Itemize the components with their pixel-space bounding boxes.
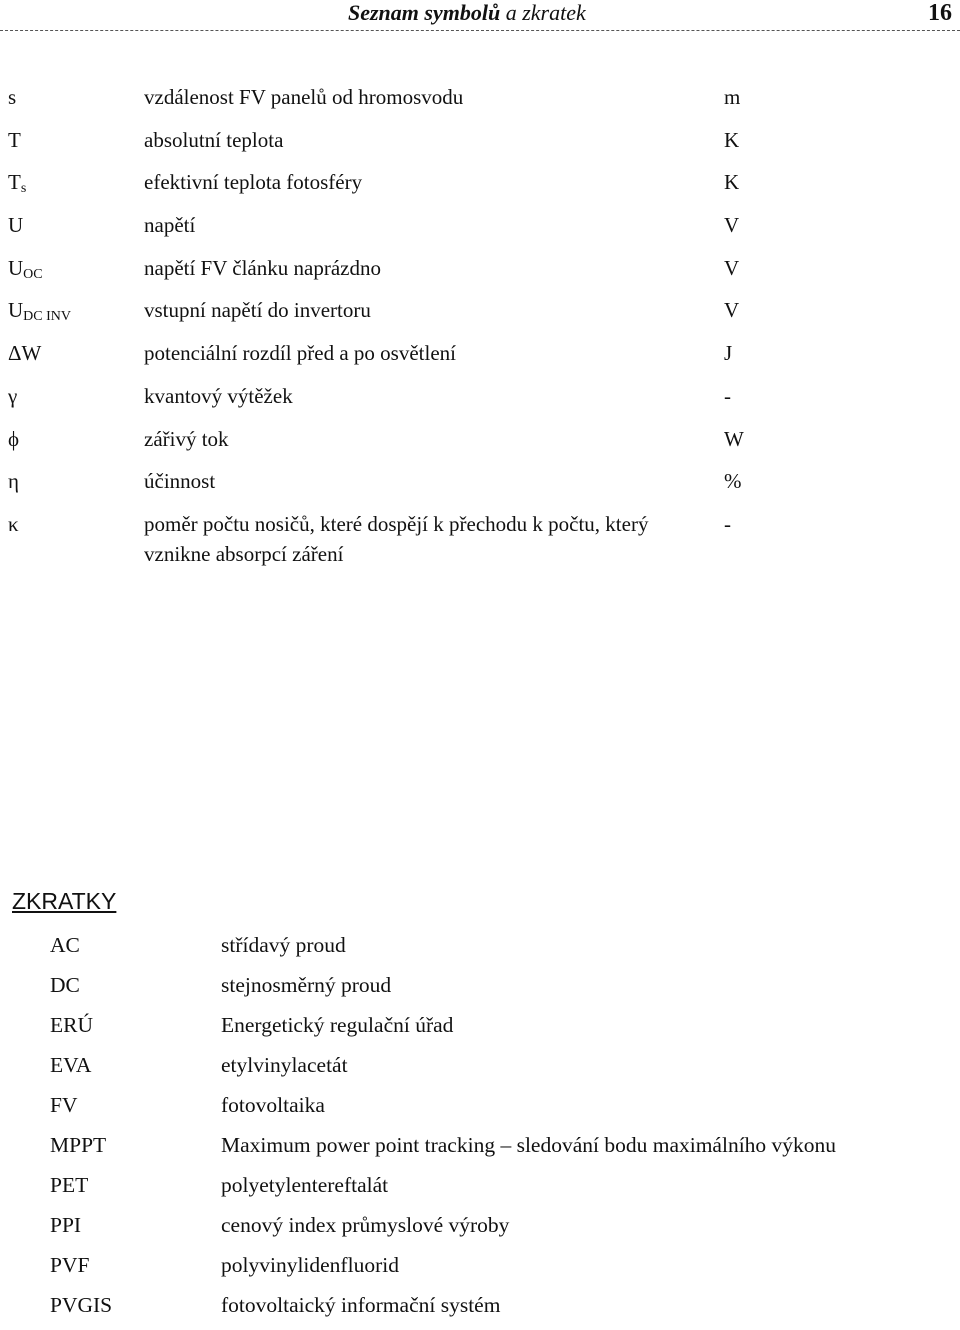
abbreviation: PPI (50, 1213, 82, 1237)
abbreviation-meaning: fotovoltaika (221, 1093, 325, 1117)
symbol-description: účinnost (144, 469, 216, 494)
symbol: η (8, 469, 19, 494)
symbol-description: zářivý tok (144, 426, 229, 451)
abbreviation-meaning: cenový index průmyslové výroby (221, 1213, 510, 1237)
symbol-unit: J (724, 341, 733, 366)
symbol-description: vzdálenost FV panelů od hromosvodu (144, 85, 464, 109)
symbol-unit: V (724, 298, 740, 323)
symbol-row (0, 466, 960, 509)
abbreviation-list (0, 930, 960, 1330)
header-title-bold: Seznam symbolů (348, 0, 501, 25)
symbol-description: efektivní teplota fotosféry (144, 170, 363, 195)
abbreviation: ERÚ (50, 1013, 93, 1037)
symbol-row (0, 253, 960, 296)
abbreviation-meaning: Maximum power point tracking – sledování bodu maximálního výkonu (221, 1133, 837, 1157)
symbol-description: kvantový výtěžek (144, 383, 293, 408)
abbreviation: PET (50, 1173, 89, 1197)
abbreviations-heading: ZKRATKY (12, 888, 117, 914)
abbreviation: AC (50, 933, 80, 957)
symbol: γ (8, 383, 18, 408)
abbreviation-row (0, 970, 960, 1010)
abbreviation: EVA (50, 1053, 92, 1077)
symbol-row (0, 82, 960, 125)
abbreviation-meaning: Energetický regulační úřad (221, 1013, 454, 1037)
symbol: U (8, 213, 24, 238)
symbol-list (0, 82, 960, 579)
abbreviation: DC (50, 973, 80, 997)
symbol-unit: - (724, 511, 731, 536)
symbol: T (8, 127, 21, 152)
abbreviation-meaning: polyetylentereftalát (221, 1173, 389, 1197)
symbol-unit: - (724, 383, 731, 408)
symbol-row (0, 509, 960, 579)
symbol-unit: V (724, 255, 740, 280)
symbol: ϕ (8, 426, 20, 451)
symbol-row (0, 338, 960, 381)
symbol-row (0, 295, 960, 338)
abbreviation: PVGIS (50, 1293, 113, 1317)
header-divider (0, 30, 960, 31)
symbol-row (0, 424, 960, 467)
symbol-unit: K (724, 170, 740, 195)
page-number: 16 (928, 0, 952, 26)
abbreviation-meaning: střídavý proud (221, 933, 346, 957)
symbol-row (0, 167, 960, 210)
abbreviation: FV (50, 1093, 78, 1117)
symbol-description: napětí (144, 213, 196, 238)
symbol: s (8, 85, 17, 109)
abbreviation-row (0, 1170, 960, 1210)
symbol-description: poměr počtu nosičů, které dospějí k přechodu k počtu, který vznikne absorpcí záření (144, 511, 649, 566)
abbreviation-row (0, 930, 960, 970)
abbreviation-row (0, 1050, 960, 1090)
symbol: κ (8, 511, 19, 536)
symbol: $U_{OC}$ (8, 255, 43, 282)
page-header (0, 0, 960, 34)
abbreviation-row (0, 1250, 960, 1290)
abbreviation: PVF (50, 1253, 90, 1277)
symbol-unit: m (724, 85, 741, 109)
symbol-unit: V (724, 213, 740, 238)
symbol-description: absolutní teplota (144, 127, 284, 152)
symbol-description: napětí FV článku naprázdno (144, 255, 381, 280)
abbreviation-row (0, 1010, 960, 1050)
header-title-rest: a zkratek (500, 0, 586, 25)
symbol: ΔW (8, 341, 42, 366)
abbreviation: MPPT (50, 1133, 107, 1157)
symbol-row (0, 210, 960, 253)
abbreviation-row (0, 1210, 960, 1250)
symbol-description: vstupní napětí do invertoru (144, 298, 371, 323)
symbol-unit: W (724, 426, 744, 451)
symbol-row (0, 381, 960, 424)
symbol-description: potenciální rozdíl před a po osvětlení (144, 341, 456, 366)
abbreviation-meaning: fotovoltaický informační systém (221, 1293, 501, 1317)
running-header-title (348, 0, 586, 26)
abbreviation-meaning: polyvinylidenfluorid (221, 1253, 399, 1277)
symbol-unit: % (724, 469, 742, 494)
abbreviation-row (0, 1090, 960, 1130)
abbreviation-row (0, 1130, 960, 1170)
symbol: $T_s$ (8, 170, 27, 197)
symbol-unit: K (724, 127, 740, 152)
symbol-row (0, 125, 960, 168)
symbol: $U_{DC INV}$ (8, 298, 72, 325)
abbreviation-meaning: etylvinylacetát (221, 1053, 348, 1077)
abbreviation-meaning: stejnosměrný proud (221, 973, 392, 997)
abbreviation-row (0, 1290, 960, 1330)
